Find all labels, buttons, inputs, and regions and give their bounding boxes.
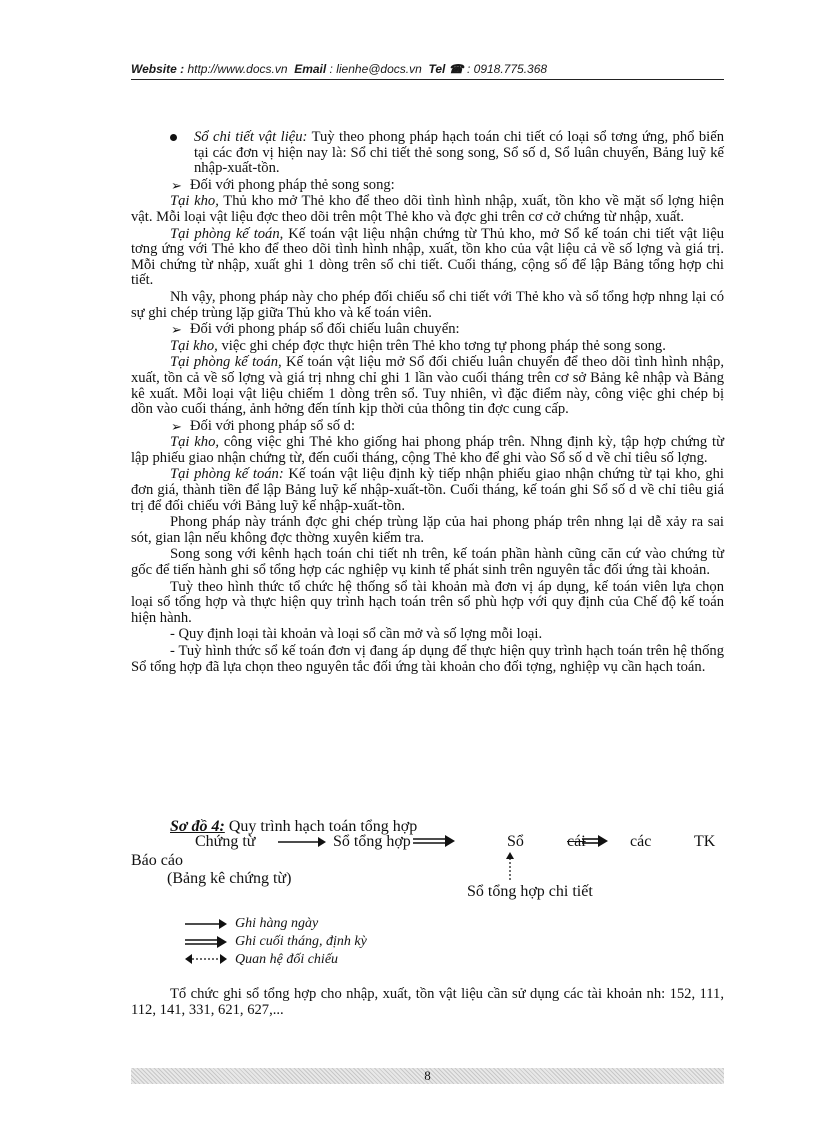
arrow-double-2 xyxy=(582,834,608,848)
paragraph: Phong pháp này tránh đợc ghi chép trùng lặp của hai phong pháp trên nhng lại dễ xảy ra sai sót, gian lận nếu không đợc thờng xuyên kiểm tra. xyxy=(131,514,724,546)
paragraph xyxy=(131,339,724,355)
paragraph-lead: Tại kho, xyxy=(170,434,220,451)
paragraph: Tuỳ theo hình thức tổ chức hệ thống sổ tài khoản mà đơn vị áp dụng, kế toán viên lựa chọn loại sổ tổng hợp và thực hiện quy trình hạch toán trên sổ phù hợp với quy định của Chế độ kế toán hiện hành. xyxy=(131,578,724,626)
website-label: Website : xyxy=(131,62,185,76)
paragraph xyxy=(131,355,724,417)
legend-daily: Ghi hàng ngày xyxy=(235,916,319,931)
paragraph: Tổ chức ghi sổ tổng hợp cho nhập, xuất, tồn vật liệu cần sử dụng các tài khoản nh: 152, 111, 112, 141, 331, 621, 627,... xyxy=(131,986,724,1018)
node-so-tong-hop-chi-tiet: Sổ tổng hợp chi tiết xyxy=(467,883,593,900)
paragraph: Song song với kênh hạch toán chi tiết nh trên, kế toán phần hành cũng căn cứ vào chứng từ gốc để tiến hành ghi sổ tổng hợp các nghiệp vụ kinh tế phát sinh trên nguyên tắc đối ứng tài khoản. xyxy=(131,546,724,579)
tel-number: : 0918.775.368 xyxy=(466,62,548,76)
paragraph-text: Kế toán vật liệu nhận chứng từ Thủ kho, mở Sổ kế toán chi tiết vật liệu tơng ứng với Thẻ kho để theo dõi tình hình nhập, xuất, tồn kho của vật liệu cả về số lợng và giá trị. Mỗi chứng từ nhập, xuất ghi 1 dòng trên sổ chi tiết. Cuối tháng, cộng sổ để lập Bảng tổng hợp chi tiết. xyxy=(131,225,724,289)
paragraph-lead: Tại phòng kế toán, xyxy=(170,354,282,371)
tel-label: Tel ☎ xyxy=(428,62,464,76)
page-header xyxy=(131,62,724,76)
paragraph: - Tuỳ hình thức sổ kế toán đơn vị đang áp dụng để thực hiện quy trình hạch toán trên hệ thống Sổ tổng hợp đã lựa chọn theo nguyên tắc đối ứng tài khoản cho đối tợng, nghiệp vụ cần hạch toán. xyxy=(131,643,724,675)
paragraph: Nh vậy, phong pháp này cho phép đối chiếu sổ chi tiết với Thẻ kho và sổ tổng hợp nhng lại có sự ghi chép trùng lặp giữa Thủ kho và kế toán viên. xyxy=(131,288,724,321)
legend-compare: Quan hệ đối chiếu xyxy=(235,952,339,967)
paragraph xyxy=(131,227,724,289)
node-cac: các xyxy=(630,833,652,850)
arrow-double-1 xyxy=(413,834,455,848)
paragraph-text: Kế toán vật liệu định kỳ tiếp nhận phiếu giao nhận chứng từ tại kho, ghi đơn giá, thành tiền để lập Bảng luỹ kế nhập-xuất-tồn. Cuối tháng, kế toán ghi Sổ số d về chỉ tiêu giá trị để đối chiếu với Bảng luỹ kế nhập-xuất-tồn. xyxy=(131,466,724,514)
diagram-title-text: Quy trình hạch toán tổng hợp xyxy=(224,818,418,835)
arrow-dotted-vertical xyxy=(504,852,516,884)
paragraph-lead: Sổ chi tiết vật liệu: xyxy=(194,129,308,145)
paragraph-lead: Tại kho, xyxy=(170,193,219,210)
paragraph-text: công việc ghi Thẻ kho giống hai phong pháp trên. Nhng định kỳ, tập hợp chứng từ lập phiếu giao nhận chứng từ, đến cuối tháng, cộng Thẻ kho để ghi vào Sổ số d về chỉ tiêu số lợng. xyxy=(131,434,724,466)
paragraph-lead: Tại phòng kế toán, xyxy=(170,225,284,242)
email-label: Email xyxy=(294,62,327,76)
paragraph-text: Kế toán vật liệu mở Sổ đối chiếu luân chuyển để theo dõi tình hình nhập, xuất, tồn cả về số lợng và giá trị nhng chỉ ghi 1 lần vào cuối tháng trên cơ sở Bảng kê nhập và Bảng kê xuất. Mỗi loại vật liệu chiếm 1 dòng trên sổ. Tuy nhiên, vì đặc điểm này, công việc ghi chép bị dồn vào cuối tháng, ảnh hởng đến tính kịp thời của thông tin đợc cung cấp. xyxy=(131,354,724,418)
heading-rotation-method xyxy=(131,322,724,338)
page-number: 8 xyxy=(424,1068,431,1083)
footer-bar xyxy=(131,1068,724,1084)
arrow-bullet-icon: ➢ xyxy=(171,418,182,434)
bullet-icon xyxy=(170,134,177,141)
arrow-bullet-icon: ➢ xyxy=(171,177,182,193)
diagram-label: Sơ đồ 4: xyxy=(170,818,225,835)
paragraph: - Quy định loại tài khoản và loại sổ cần mở và số lợng mỗi loại. xyxy=(170,626,543,643)
heading-text: Đối với phong pháp sổ số d: xyxy=(190,417,356,434)
heading-text: Đối với phong pháp thẻ song song: xyxy=(190,176,395,193)
legend-monthly: Ghi cuối tháng, định kỳ xyxy=(235,934,367,949)
paragraph-lead: Tại phòng kế toán: xyxy=(170,466,284,483)
paragraph xyxy=(131,435,724,466)
arrow-bullet-icon: ➢ xyxy=(171,322,182,338)
header-rule xyxy=(131,79,724,80)
node-tk: TK xyxy=(694,833,716,850)
legend-monthly-arrow xyxy=(185,935,227,949)
heading-text: Đối với phong pháp sổ đối chiếu luân chuyển: xyxy=(190,321,460,338)
closing-paragraph-block xyxy=(131,987,724,1019)
paragraph-text: Tuỳ theo phong pháp hạch toán chi tiết có loại sổ tơng ứng, phổ biến tại các đơn vị hiện nay là: Sổ chi tiết thẻ song song, Sổ số d, Sổ luân chuyển, Bảng luỹ kế nhập-xuất-tồn. xyxy=(194,129,725,177)
heading-balance-method xyxy=(131,419,724,435)
node-so-tong-hop: Sổ tổng hợp xyxy=(333,833,411,850)
node-bang-ke: (Bảng kê chứng từ) xyxy=(167,870,292,887)
heading-card-method xyxy=(131,178,724,194)
paragraph xyxy=(131,194,724,225)
node-chung-tu: Chứng từ xyxy=(195,833,256,850)
arrow-single-1 xyxy=(278,836,326,848)
node-so: Sổ xyxy=(507,833,524,850)
website-url[interactable]: http://www.docs.vn xyxy=(187,62,288,76)
paragraph-ledger-types xyxy=(131,130,724,177)
paragraph-text: Thủ kho mở Thẻ kho để theo dõi tình hình nhập, xuất, tồn kho về mặt số lợng hiện vật. Mỗi loại vật liệu đợc theo dõi trên một Thẻ kho và đợc ghi trên cơ cở chứng từ nhập, xuất. xyxy=(131,193,724,225)
paragraph xyxy=(131,467,724,514)
document-body xyxy=(131,130,724,676)
paragraph-text: việc ghi chép đợc thực hiện trên Thẻ kho tơng tự phong pháp thẻ song song. xyxy=(217,337,666,354)
legend-compare-arrow xyxy=(185,953,227,965)
node-bao-cao: Báo cáo xyxy=(131,852,183,869)
email-address[interactable]: : lienhe@docs.vn xyxy=(329,62,422,76)
paragraph-lead: Tại kho, xyxy=(170,337,218,354)
legend-daily-arrow xyxy=(185,918,227,930)
node-cai: cái xyxy=(567,833,586,850)
